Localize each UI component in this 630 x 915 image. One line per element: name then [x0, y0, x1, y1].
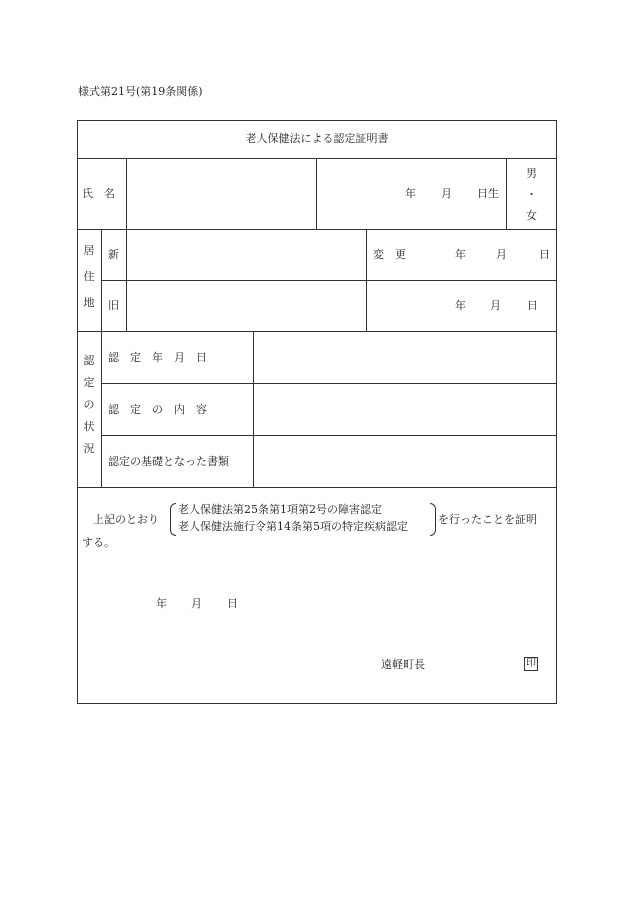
- old-day: 日: [527, 299, 538, 312]
- seal-mark: 印: [526, 658, 536, 669]
- vline-change: [366, 229, 367, 331]
- change-label: 変 更: [373, 248, 406, 261]
- change-day: 日: [539, 248, 550, 261]
- left-brace: [170, 503, 176, 536]
- birth-month: 月: [441, 187, 452, 200]
- status-date-field[interactable]: [254, 332, 556, 383]
- status-documents-field[interactable]: [254, 436, 556, 487]
- name-label: 氏 名: [82, 187, 115, 200]
- residence-new-label: 新: [108, 248, 119, 261]
- divider-status-bottom: [77, 487, 557, 488]
- sex-separator: ・: [526, 188, 537, 201]
- sex-options[interactable]: [506, 167, 557, 223]
- certificate-title: 老人保健法による認定証明書: [245, 132, 389, 145]
- residence-label: 居 住 地: [83, 244, 95, 309]
- vline-left-label: [101, 229, 102, 487]
- vline-birth: [316, 158, 317, 229]
- status-content-label: 認 定 の 内 容: [108, 403, 207, 416]
- birth-year: 年: [405, 187, 416, 200]
- status-documents-label: 認定の基礎となった書類: [108, 455, 229, 468]
- form-number: 様式第21号(第19条関係): [78, 85, 203, 98]
- old-year: 年: [455, 299, 466, 312]
- issuer-name: 遠軽町長: [381, 658, 425, 671]
- old-month: 月: [490, 299, 501, 312]
- issue-year: 年: [156, 597, 167, 610]
- issue-day: 日: [227, 597, 238, 610]
- birth-day: 日生: [477, 187, 499, 200]
- right-brace: [430, 503, 436, 536]
- change-month: 月: [496, 248, 507, 261]
- residence-old-field[interactable]: [127, 281, 366, 331]
- sex-female[interactable]: 女: [526, 209, 537, 222]
- change-year: 年: [455, 248, 466, 261]
- residence-old-label: 旧: [108, 299, 119, 312]
- status-content-field[interactable]: [254, 384, 556, 435]
- name-field[interactable]: [127, 159, 316, 229]
- statement-option-1: 老人保健法第25条第1項第2号の障害認定: [178, 503, 382, 516]
- status-date-label: 認 定 年 月 日: [108, 351, 207, 364]
- statement-suffix: を行ったことを証明: [438, 513, 537, 526]
- issue-month: 月: [191, 597, 202, 610]
- statement-end: する。: [82, 536, 115, 549]
- sex-male[interactable]: 男: [526, 167, 537, 180]
- statement-option-2: 老人保健法施行令第14条第5項の特定疾病認定: [178, 520, 408, 533]
- statement-prefix: 上記のとおり: [93, 513, 159, 526]
- residence-new-field[interactable]: [127, 230, 366, 280]
- status-label: 認 定 の 状 況: [83, 354, 95, 455]
